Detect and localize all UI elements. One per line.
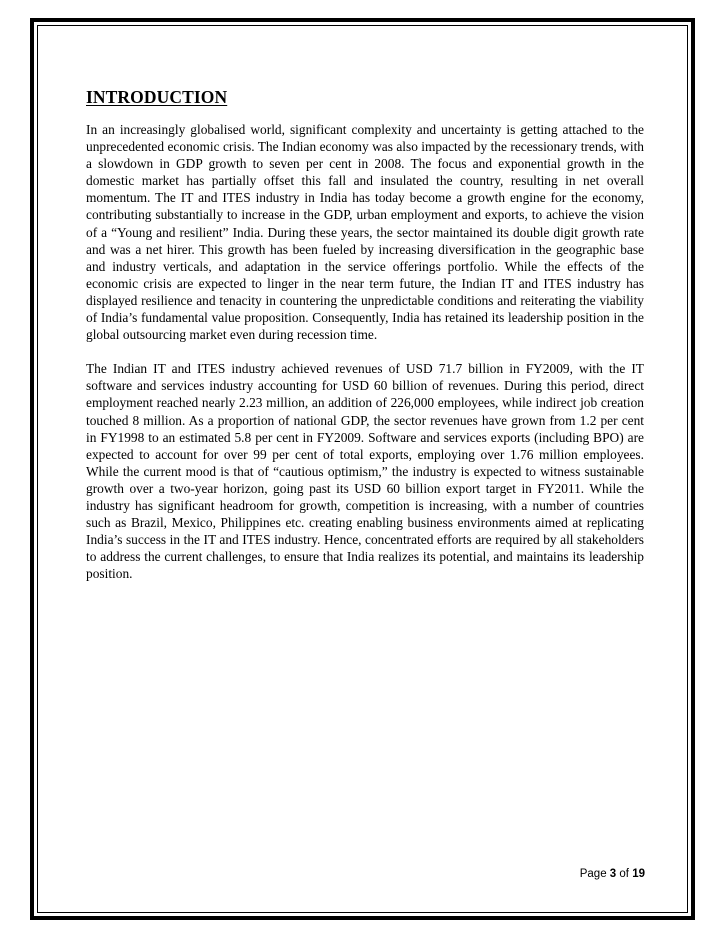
of-label: of bbox=[619, 868, 629, 880]
section-heading: INTRODUCTION bbox=[86, 87, 228, 107]
page-number bbox=[580, 867, 645, 881]
page-content bbox=[86, 86, 644, 599]
paragraph-1: In an increasingly globalised world, significant complexity and uncertainty is getting attached to the unprecedented economic crisis. The Indian economy was also impacted by the recessionary trends, with a slowdown in GDP growth to seven per cent in 2008. The focus and exponential growth in the domestic market has partially offset this fall and insulated the country, resulting in net overall momentum. The IT and ITES industry in India has today become a growth engine for the economy, contributing substantially to increase in the GDP, urban employment and exports, to achieve the vision of a “Young and resilient” India. During these years, the sector maintained its double digit growth rate and was a net hirer. This growth has been fueled by increasing diversification in the geographic base and industry verticals, and adaptation in the service offerings portfolio. While the effects of the economic crisis are expected to linger in the near term future, the Indian IT and ITES industry has displayed resilience and tenacity in countering the unpredictable conditions and reiterating the viability of India’s fundamental value proposition. Consequently, India has retained its leadership position in the global outsourcing market even during recession time. bbox=[86, 122, 644, 343]
page-label: Page bbox=[579, 868, 607, 880]
current-page-number: 3 bbox=[609, 868, 617, 880]
total-pages-number: 19 bbox=[632, 868, 645, 880]
paragraph-2: The Indian IT and ITES industry achieved revenues of USD 71.7 billion in FY2009, with the IT software and services industry accounting for USD 60 billion of revenues. During this period, direct employment reached nearly 2.23 million, an addition of 226,000 employees, while indirect job creation touched 8 million. As a proportion of national GDP, the sector revenues have grown from 1.2 per cent in FY1998 to an estimated 5.8 per cent in FY2009. Software and services exports (including BPO) are expected to account for over 99 per cent of total exports, employing over 1.76 million employees. While the current mood is that of “cautious optimism,” the industry is expected to witness sustainable growth over a two-year horizon, going past its USD 60 billion export target in FY2011. While the industry has significant headroom for growth, competition is increasing, with a number of countries such as Brazil, Mexico, Philippines etc. creating enabling business environments aimed at replicating India’s success in the IT and ITES industry. Hence, concentrated efforts are required by all stakeholders to address the current challenges, to ensure that India realizes its potential, and maintains its leadership position. bbox=[86, 361, 644, 582]
